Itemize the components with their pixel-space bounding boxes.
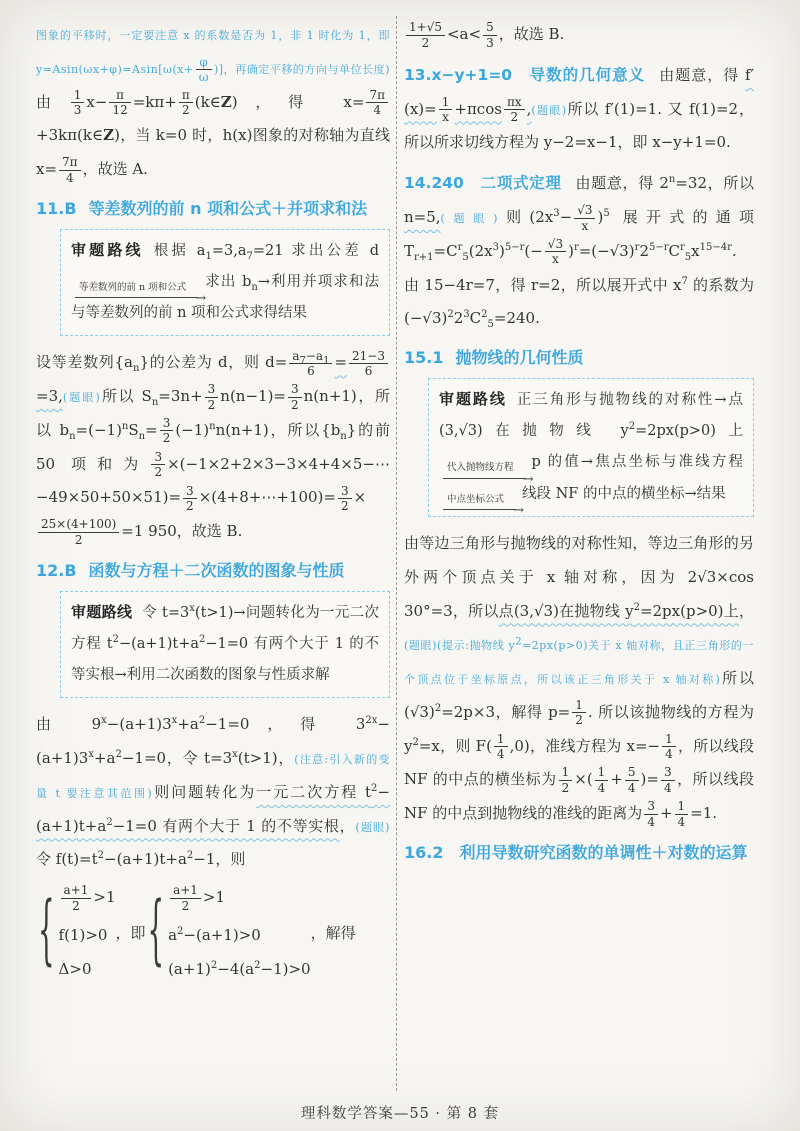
route-box-12-text: 令 $t=3^x(t>1)\to$问题转化为一元二次方程 $t^2-(a+1)t+a^2-1=0$ 有两个大于 1 的不等实根→利用二次函数的图象与性质求解 [71, 603, 380, 684]
route-box-12 [60, 591, 390, 699]
section-16-heading: 16.2 利用导数研究函数的单调性＋对数的运算 [404, 842, 748, 862]
section-11-number: 11.B [36, 198, 77, 218]
condition-line: Δ>0 [58, 959, 92, 978]
section-15-number: 15.1 [404, 348, 444, 367]
section-12-number: 12.B [36, 560, 77, 580]
page-footer: 理科数学答案—55 · 第 8 套 [300, 1106, 500, 1122]
left-column [36, 18, 390, 981]
section-12-heading [36, 559, 390, 583]
condition-line: $a^2-(a+1)>0$ [168, 925, 261, 944]
solution-10-continued: 图象的平移时，一定要注意 x 的系数是否为 1，非 1 时化为 1，即 y=Asin(ωx+φ)=Asin[ω(x+ $\frac{\varphi}{\omega}$ )]，再确定平移的方向与单位长度)由 $\frac{1}{3}$ x− $\frac{\pi}{12}$ =kπ+ $\frac{\pi}{2}$ (k∈Z)，得 x= $\frac{7\pi}{4}$ +3kπ(k∈Z)，当 k=0 时，h(x)图象的对称轴为直线 x= $\frac{7\pi}{4}$ ，故选 A. [36, 29, 390, 185]
section-12-title: 函数与方程＋二次函数的图象与性质 [88, 560, 345, 580]
route-box-12-label: 审题路线 [71, 602, 133, 621]
curly-brace-left: { [38, 888, 55, 976]
solution-15-body: 由等边三角形与抛物线的对称性知，等边三角形的另外两个顶点关于 x 轴对称，因为 2√3×cos 30°=3，所以点(3,√3)在抛物线 $y^2=2px(p>0)$上，(题眼)(提示:抛物线 $y^2=2px(p>0)$关于 x 轴对称，且正三角形的一个顶点位于坐标原点，所以该正三角形关于 x 轴对称)所以$(√3)^2=2p\times 3$，解得 p= $\frac{1}{2}$ . 所以该抛物线的方程为 $y^2=x$，则 F( $\frac{1}{4}$ ,0)，准线方程为 x=− $\frac{1}{4}$ ，所以线段 NF 的中点的横坐标为 $\frac{1}{2}$ ×( $\frac{1}{4}$ + $\frac{5}{4}$ )= $\frac{3}{4}$ ，所以线段 NF 的中点到抛物线的准线的距离为 $\frac{3}{4}$ + $\frac{1}{4}$ =1. [404, 534, 755, 829]
route-box-15 [428, 378, 754, 517]
section-11-title: 等差数列的前 n 项和公式＋并项求和法 [88, 198, 368, 218]
system-tail: ，解得 [310, 923, 356, 942]
system-conditions [59, 883, 116, 981]
section-14-heading: 14.240 二项式定理 [404, 174, 562, 193]
route-box-15-text: 正三角形与抛物线的对称性→点(3,√3)在抛物线 $y^2=2px(p>0)$上代入抛物线方程 → p 的值→焦点坐标与准线方程中点坐标公式 → 线段 NF 的中点的横坐标→结果 [439, 392, 743, 502]
system-expanded-conditions [168, 883, 311, 981]
solution-13 [404, 58, 754, 160]
equation-system [36, 883, 390, 981]
condition-line: f(1)>0 [58, 925, 108, 944]
condition-line: $\frac{a+1}{2}$ >1 [168, 883, 311, 913]
column-divider [396, 16, 397, 1091]
section-15-title: 抛物线的几何性质 [455, 348, 584, 367]
solution-11-body: 设等差数列$\{a_n\}$的公差为 d，则 d= $\frac{a_7-a_1}{6}$ = $\frac{21-3}{6}$ =3,(题眼)所以 $S_n=3n+$ $\frac{3}{2}$ n(n−1)= $\frac{3}{2}$ n(n+1)，所以 $b_n=(-1)^nS_n=$ $\frac{3}{2}$ $(-1)^nn(n+1)$，所以$\{b_n\}$的前 50 项和为 $\frac{3}{2}$ ×(−1×2+2×3−3×4+4×5−⋯−49×50+50×51)= $\frac{3}{2}$ ×(4+8+⋯+100)= $\frac{3}{2}$ × $\frac{25\times(4+100)}{2}$ =1 950，故选 B. [36, 348, 391, 547]
curly-brace-right: { [147, 888, 165, 976]
solution-14 [404, 166, 754, 336]
condition-line: $\frac{a+1}{2}$ >1 [59, 883, 116, 913]
route-box-15-label: 审题路线 [439, 390, 507, 408]
solution-12-conclusion: $\frac{1+√5}{2}$ <a< $\frac{5}{3}$ ，故选 B. [404, 18, 754, 52]
system-connector: ，即 [115, 923, 146, 942]
route-box-11-label: 审题路线 [71, 240, 144, 259]
solution-13-body: 由题意，得 f′(x)= $\frac{1}{x}$ +πcos $\frac{\pi x}{2}$ ,(题眼)所以 f′(1)=1. 又 f(1)=2，所以所求切线方程为 y−2=x−1，即 x−y+1=0. [404, 65, 754, 152]
section-11-heading [36, 197, 390, 221]
solution-12-body: 由 $9^x-(a+1)3^x+a^2-1=0$，得 $3^{2x}-(a+1)3^x+a^2-1=0$，令 $t=3^x(t>1)$，(注意:引入新的变量 t 要注意其范围)则问题转化为一元二次方程 $t^2-(a+1)t+a^2-1=0$ 有两个大于 1 的不等实根，(题眼)令 $f(t)=t^2-(a+1)t+a^2-1$，则 [36, 715, 390, 869]
route-box-11 [60, 229, 390, 337]
route-box-11-text: 根据 $a_1=3,a_7=21$ 求出公差 d等差数列的前 n 项和公式 → 求出 $b_n\to$利用并项求和法与等差数列的前 n 项和公式求得结果 [71, 243, 379, 322]
section-15-heading [404, 346, 754, 370]
right-column [404, 18, 754, 873]
section-13-heading: 13.x−y+1=0 导数的几何意义 [404, 65, 646, 84]
condition-line: $(a+1)^2-4(a^2-1)>0$ [168, 959, 311, 978]
solution-14-body: 由题意，得 $2^n=32$，所以n=5,(题眼)则($2x^3-$ $\frac{√3}{x}$ )$^5$ 展开式的通项 $T_{r+1}=C^r_5(2x^3)^{5-r}(-$ $\frac{√3}{x}$ )$^r=(-√3)^r2^{5-r}C^r_5x^{15-4r}$. 由 15−4r=7，得 r=2，所以展开式中 $x^7$ 的系数为$(-√3)^22^3C^2_5=240$. [404, 174, 754, 331]
